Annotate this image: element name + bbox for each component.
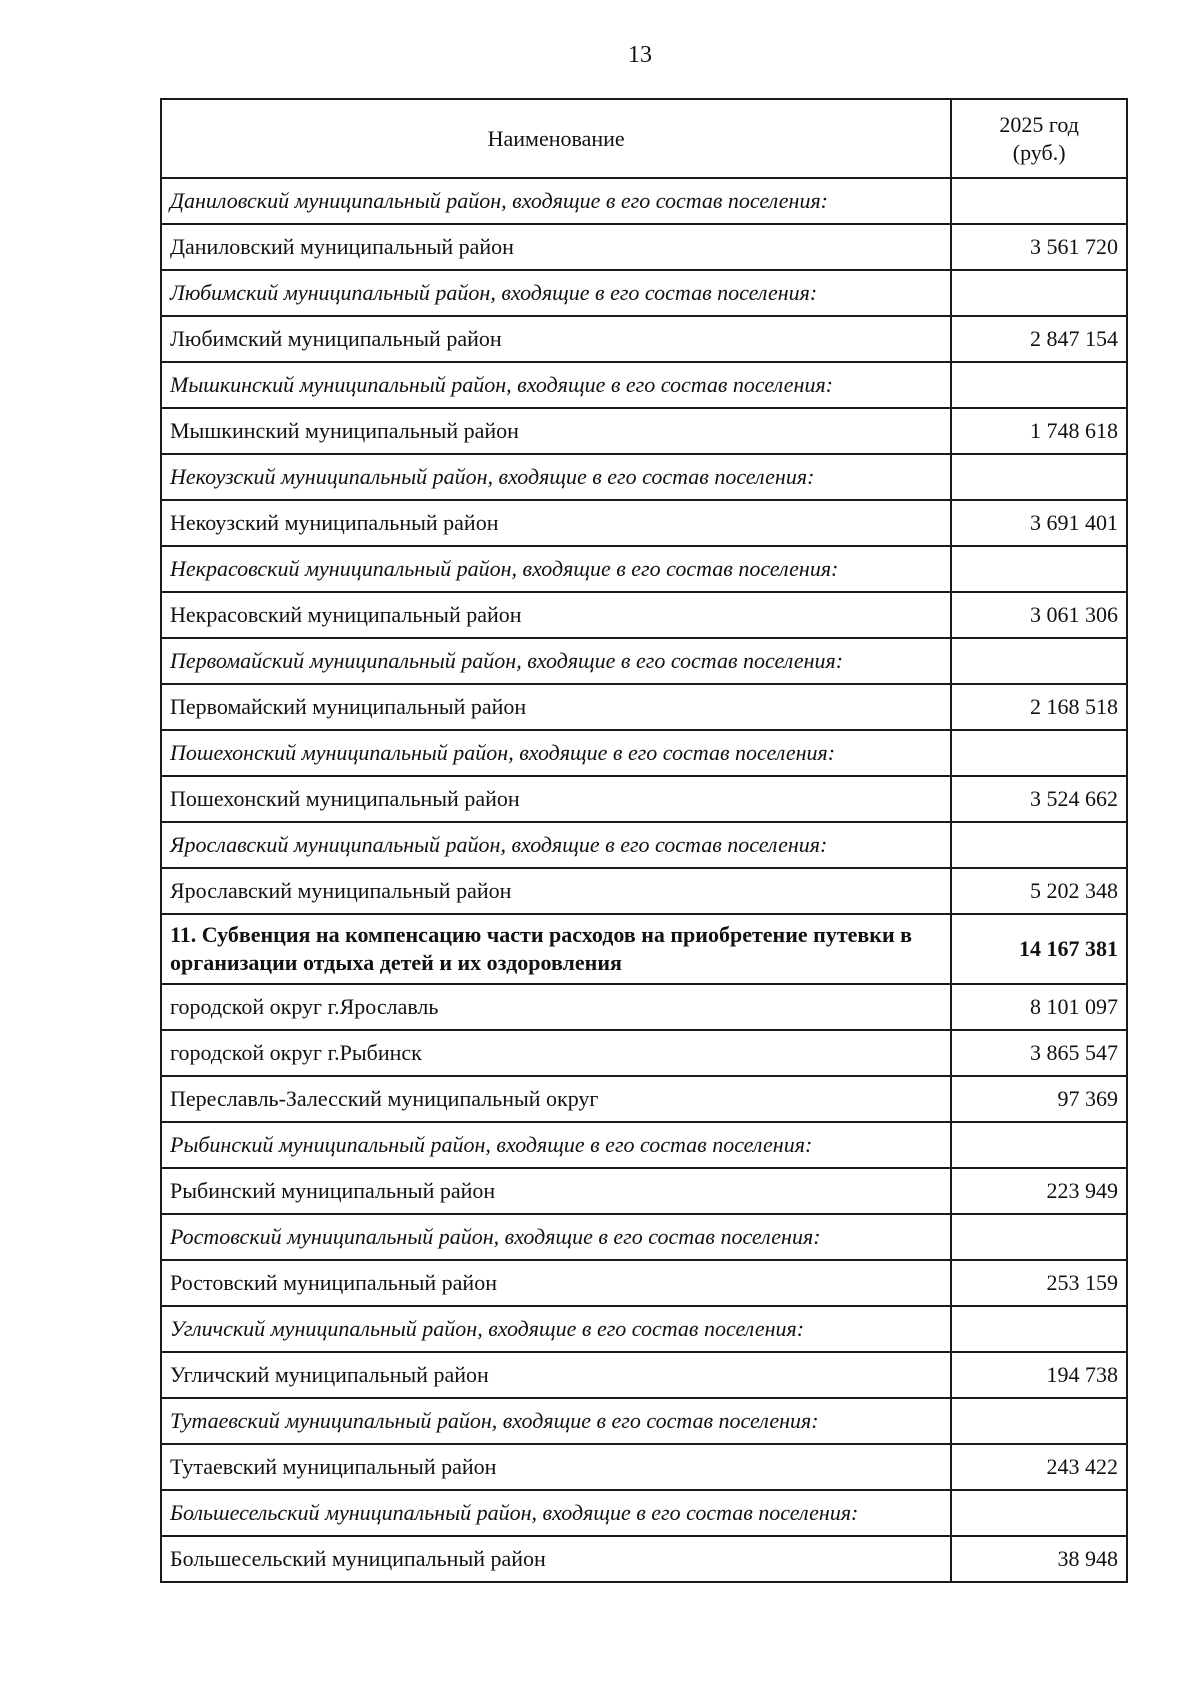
table-row bbox=[161, 1030, 1127, 1076]
table-row bbox=[161, 984, 1127, 1030]
row-name: Пошехонский муниципальный район, входящие в его состав поселения: bbox=[161, 730, 951, 776]
header-amount-unit: (руб.) bbox=[1012, 139, 1066, 165]
row-name: 11. Субвенция на компенсацию части расходов на приобретение путевки в организации отдыха детей и их оздоровления bbox=[161, 914, 951, 984]
row-name: городской округ г.Рыбинск bbox=[161, 1030, 951, 1076]
subvention-table bbox=[160, 98, 1128, 1583]
row-amount bbox=[951, 730, 1127, 776]
row-amount bbox=[951, 270, 1127, 316]
row-name: Большесельский муниципальный район bbox=[161, 1536, 951, 1582]
table-row bbox=[161, 684, 1127, 730]
table-row bbox=[161, 408, 1127, 454]
row-amount: 243 422 bbox=[951, 1444, 1127, 1490]
row-name: Первомайский муниципальный район bbox=[161, 684, 951, 730]
row-amount: 3 061 306 bbox=[951, 592, 1127, 638]
row-name: Ростовский муниципальный район bbox=[161, 1260, 951, 1306]
row-name: Даниловский муниципальный район, входящие в его состав поселения: bbox=[161, 178, 951, 224]
row-amount: 223 949 bbox=[951, 1168, 1127, 1214]
table-row-group-heading bbox=[161, 546, 1127, 592]
row-name: Рыбинский муниципальный район, входящие в его состав поселения: bbox=[161, 1122, 951, 1168]
table-row-group-heading bbox=[161, 822, 1127, 868]
row-amount bbox=[951, 546, 1127, 592]
row-name: Мышкинский муниципальный район bbox=[161, 408, 951, 454]
table-row bbox=[161, 1352, 1127, 1398]
row-name: Тутаевский муниципальный район bbox=[161, 1444, 951, 1490]
table-row-group-heading bbox=[161, 362, 1127, 408]
row-amount: 3 865 547 bbox=[951, 1030, 1127, 1076]
row-name: Любимский муниципальный район, входящие в его состав поселения: bbox=[161, 270, 951, 316]
row-amount: 194 738 bbox=[951, 1352, 1127, 1398]
row-name: Большесельский муниципальный район, входящие в его состав поселения: bbox=[161, 1490, 951, 1536]
row-name: Ярославский муниципальный район, входящие в его состав поселения: bbox=[161, 822, 951, 868]
row-name: Некрасовский муниципальный район bbox=[161, 592, 951, 638]
table-row bbox=[161, 500, 1127, 546]
table-body bbox=[161, 178, 1127, 1582]
row-amount: 3 524 662 bbox=[951, 776, 1127, 822]
table-row bbox=[161, 1168, 1127, 1214]
row-amount bbox=[951, 1490, 1127, 1536]
table-row bbox=[161, 1076, 1127, 1122]
table-row-group-heading bbox=[161, 270, 1127, 316]
row-amount bbox=[951, 454, 1127, 500]
row-name: Некоузский муниципальный район, входящие в его состав поселения: bbox=[161, 454, 951, 500]
row-name: Ростовский муниципальный район, входящие в его состав поселения: bbox=[161, 1214, 951, 1260]
row-amount: 3 561 720 bbox=[951, 224, 1127, 270]
row-amount: 1 748 618 bbox=[951, 408, 1127, 454]
table-row-group-heading bbox=[161, 178, 1127, 224]
row-amount: 3 691 401 bbox=[951, 500, 1127, 546]
row-amount: 14 167 381 bbox=[951, 914, 1127, 984]
row-name: Некоузский муниципальный район bbox=[161, 500, 951, 546]
row-name: Переславль-Залесский муниципальный округ bbox=[161, 1076, 951, 1122]
table-row bbox=[161, 316, 1127, 362]
row-amount bbox=[951, 362, 1127, 408]
table-header-row bbox=[161, 99, 1127, 178]
row-amount: 97 369 bbox=[951, 1076, 1127, 1122]
row-amount bbox=[951, 822, 1127, 868]
row-name: Тутаевский муниципальный район, входящие в его состав поселения: bbox=[161, 1398, 951, 1444]
row-name: городской округ г.Ярославль bbox=[161, 984, 951, 1030]
table-row bbox=[161, 1260, 1127, 1306]
row-amount bbox=[951, 1122, 1127, 1168]
header-amount-year: 2025 год bbox=[999, 111, 1079, 137]
table-row-group-heading bbox=[161, 1306, 1127, 1352]
table-row-group-heading bbox=[161, 1214, 1127, 1260]
row-amount bbox=[951, 1398, 1127, 1444]
table-row bbox=[161, 224, 1127, 270]
header-amount bbox=[951, 99, 1127, 178]
row-name: Угличский муниципальный район, входящие в его состав поселения: bbox=[161, 1306, 951, 1352]
row-name: Первомайский муниципальный район, входящие в его состав поселения: bbox=[161, 638, 951, 684]
header-name: Наименование bbox=[161, 99, 951, 178]
table-row bbox=[161, 1444, 1127, 1490]
row-amount bbox=[951, 1306, 1127, 1352]
page-number: 13 bbox=[628, 42, 652, 68]
row-name: Ярославский муниципальный район bbox=[161, 868, 951, 914]
row-amount: 8 101 097 bbox=[951, 984, 1127, 1030]
row-amount: 2 168 518 bbox=[951, 684, 1127, 730]
table-row-group-heading bbox=[161, 454, 1127, 500]
table-row-group-heading bbox=[161, 1398, 1127, 1444]
row-amount: 38 948 bbox=[951, 1536, 1127, 1582]
row-amount bbox=[951, 1214, 1127, 1260]
table-row-group-heading bbox=[161, 1490, 1127, 1536]
row-name: Любимский муниципальный район bbox=[161, 316, 951, 362]
row-name: Угличский муниципальный район bbox=[161, 1352, 951, 1398]
row-name: Мышкинский муниципальный район, входящие в его состав поселения: bbox=[161, 362, 951, 408]
table-row-group-heading bbox=[161, 730, 1127, 776]
table-row bbox=[161, 776, 1127, 822]
row-amount: 5 202 348 bbox=[951, 868, 1127, 914]
row-name: Некрасовский муниципальный район, входящие в его состав поселения: bbox=[161, 546, 951, 592]
table-row-section-total bbox=[161, 914, 1127, 984]
table-row bbox=[161, 868, 1127, 914]
row-amount: 253 159 bbox=[951, 1260, 1127, 1306]
row-name: Даниловский муниципальный район bbox=[161, 224, 951, 270]
row-name: Пошехонский муниципальный район bbox=[161, 776, 951, 822]
table-row bbox=[161, 592, 1127, 638]
table-row bbox=[161, 1536, 1127, 1582]
row-amount bbox=[951, 178, 1127, 224]
table-row-group-heading bbox=[161, 638, 1127, 684]
row-name: Рыбинский муниципальный район bbox=[161, 1168, 951, 1214]
table-row-group-heading bbox=[161, 1122, 1127, 1168]
row-amount: 2 847 154 bbox=[951, 316, 1127, 362]
row-amount bbox=[951, 638, 1127, 684]
